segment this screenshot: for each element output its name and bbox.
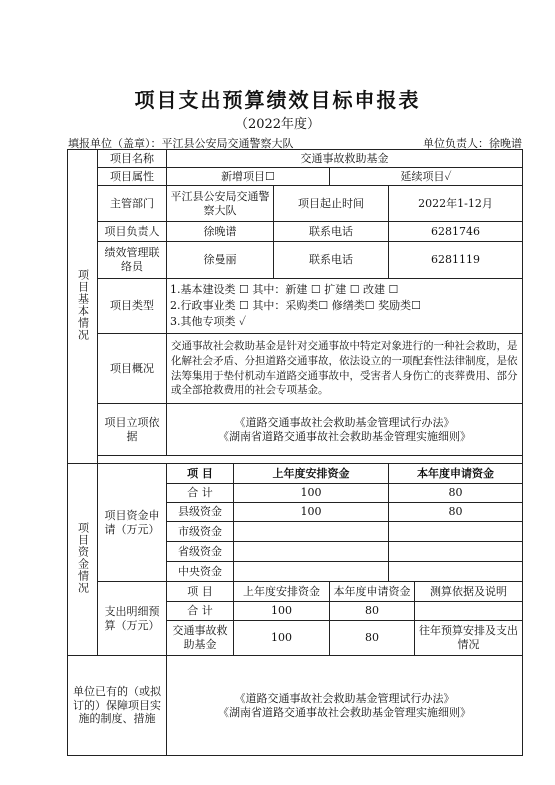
fund-row-last: 100 <box>234 484 389 503</box>
fund-row-last <box>234 542 389 562</box>
value-project-name: 交通事故救助基金 <box>167 150 523 168</box>
attr-new: 新增项目☐ <box>167 168 330 186</box>
label-leader: 项目负责人 <box>98 222 167 242</box>
spacer-row <box>98 456 523 464</box>
type-line-3: 3.其他专项类 ✓ <box>170 314 247 328</box>
basis-line-1: 《道路交通事故社会救助基金管理试行办法》 <box>234 415 455 429</box>
unit-owner: 单位负责人：徐晚谱 <box>423 137 522 150</box>
value-leader: 徐晚谱 <box>167 222 274 242</box>
detail-total-name: 合 计 <box>167 602 234 621</box>
label-perf-phone: 联系电话 <box>274 242 389 279</box>
section-basic: 项目基本情况 <box>68 150 98 464</box>
detail-total-last: 100 <box>234 602 330 621</box>
col-item: 项 目 <box>167 464 234 484</box>
detail-row-this: 80 <box>330 621 415 656</box>
detail-col-basis: 测算依据及说明 <box>415 582 523 602</box>
label-perf-contact: 绩效管理联络员 <box>98 242 167 279</box>
col-last-year: 上年度安排资金 <box>234 464 389 484</box>
attr-continued: 延续项目✓ <box>330 168 523 186</box>
label-basis: 项目立项依据 <box>98 404 167 456</box>
detail-col-item: 项 目 <box>167 582 234 602</box>
detail-total-this: 80 <box>330 602 415 621</box>
detail-row-name: 交通事故救助基金 <box>167 621 234 656</box>
label-expense-detail: 支出明细预算（万元） <box>98 582 167 656</box>
label-project-attr: 项目属性 <box>98 168 167 186</box>
detail-row-basis: 往年预算安排及支出情况 <box>415 621 523 656</box>
fund-row-last <box>234 562 389 582</box>
system-line-1: 《道路交通事故社会救助基金管理试行办法》 <box>234 691 455 705</box>
label-project-name: 项目名称 <box>98 150 167 168</box>
value-perf-contact: 徐曼丽 <box>167 242 274 279</box>
fund-row-this: 80 <box>389 484 523 503</box>
value-overview: 交通事故社会救助基金是针对交通事故中特定对象进行的一种社会救助，是化解社会矛盾、分担道路交通事故，依法设立的一项配套性法律制度，是依法筹集用于垫付机动车道路交通事故中，受害者人身伤亡的丧葬费用、部分或全部抢救费用的社会专项基金。 <box>167 334 523 404</box>
fund-row-name: 合 计 <box>167 484 234 503</box>
fund-row-name: 中央资金 <box>167 562 234 582</box>
form-year: （2022年度） <box>234 117 321 132</box>
label-leader-phone: 联系电话 <box>274 222 389 242</box>
fund-row-this: 80 <box>389 503 523 522</box>
fund-row-last <box>234 522 389 542</box>
section-funds: 项目资金情况 <box>68 464 98 656</box>
label-project-type: 项目类型 <box>98 279 167 334</box>
form-table <box>67 149 523 756</box>
fund-row-this <box>389 562 523 582</box>
fund-row-last: 100 <box>234 503 389 522</box>
type-line-1: 1.基本建设类 ☐ 其中：新建 ☐ 扩建 ☐ 改建 ☐ <box>170 283 399 297</box>
fund-row-this <box>389 522 523 542</box>
label-fund-apply: 项目资金申请（万元） <box>98 464 167 582</box>
type-line-2: 2.行政事业类 ☐ 其中：采购类☐ 修缮类☐ 奖励类☐ <box>170 299 421 313</box>
value-perf-phone: 6281119 <box>389 242 523 279</box>
form-title: 项目支出预算绩效目标申报表 <box>134 88 421 112</box>
value-dept: 平江县公安局交通警察大队 <box>167 186 274 222</box>
label-overview: 项目概况 <box>98 334 167 404</box>
value-system <box>167 656 523 756</box>
detail-total-basis <box>415 602 523 621</box>
detail-col-last: 上年度安排资金 <box>234 582 330 602</box>
fund-row-name: 省级资金 <box>167 542 234 562</box>
value-leader-phone: 6281746 <box>389 222 523 242</box>
basis-line-2: 《湖南省道路交通事故社会救助基金管理实施细则》 <box>218 429 472 443</box>
fund-row-this <box>389 542 523 562</box>
detail-row-last: 100 <box>234 621 330 656</box>
fund-row-name: 县级资金 <box>167 503 234 522</box>
label-period: 项目起止时间 <box>274 186 389 222</box>
system-line-2: 《湖南省道路交通事故社会救助基金管理实施细则》 <box>218 705 472 719</box>
col-this-year: 本年度申请资金 <box>389 464 523 484</box>
label-system: 单位已有的（或拟订的）保障项目实施的制度、措施 <box>68 656 167 756</box>
filling-unit: 填报单位（盖章）：平江县公安局交通警察大队 <box>68 137 294 150</box>
value-project-type <box>167 279 523 334</box>
label-dept: 主管部门 <box>98 186 167 222</box>
value-basis <box>167 404 523 456</box>
fund-row-name: 市级资金 <box>167 522 234 542</box>
value-period: 2022年1-12月 <box>389 186 523 222</box>
detail-col-this: 本年度申请资金 <box>330 582 415 602</box>
